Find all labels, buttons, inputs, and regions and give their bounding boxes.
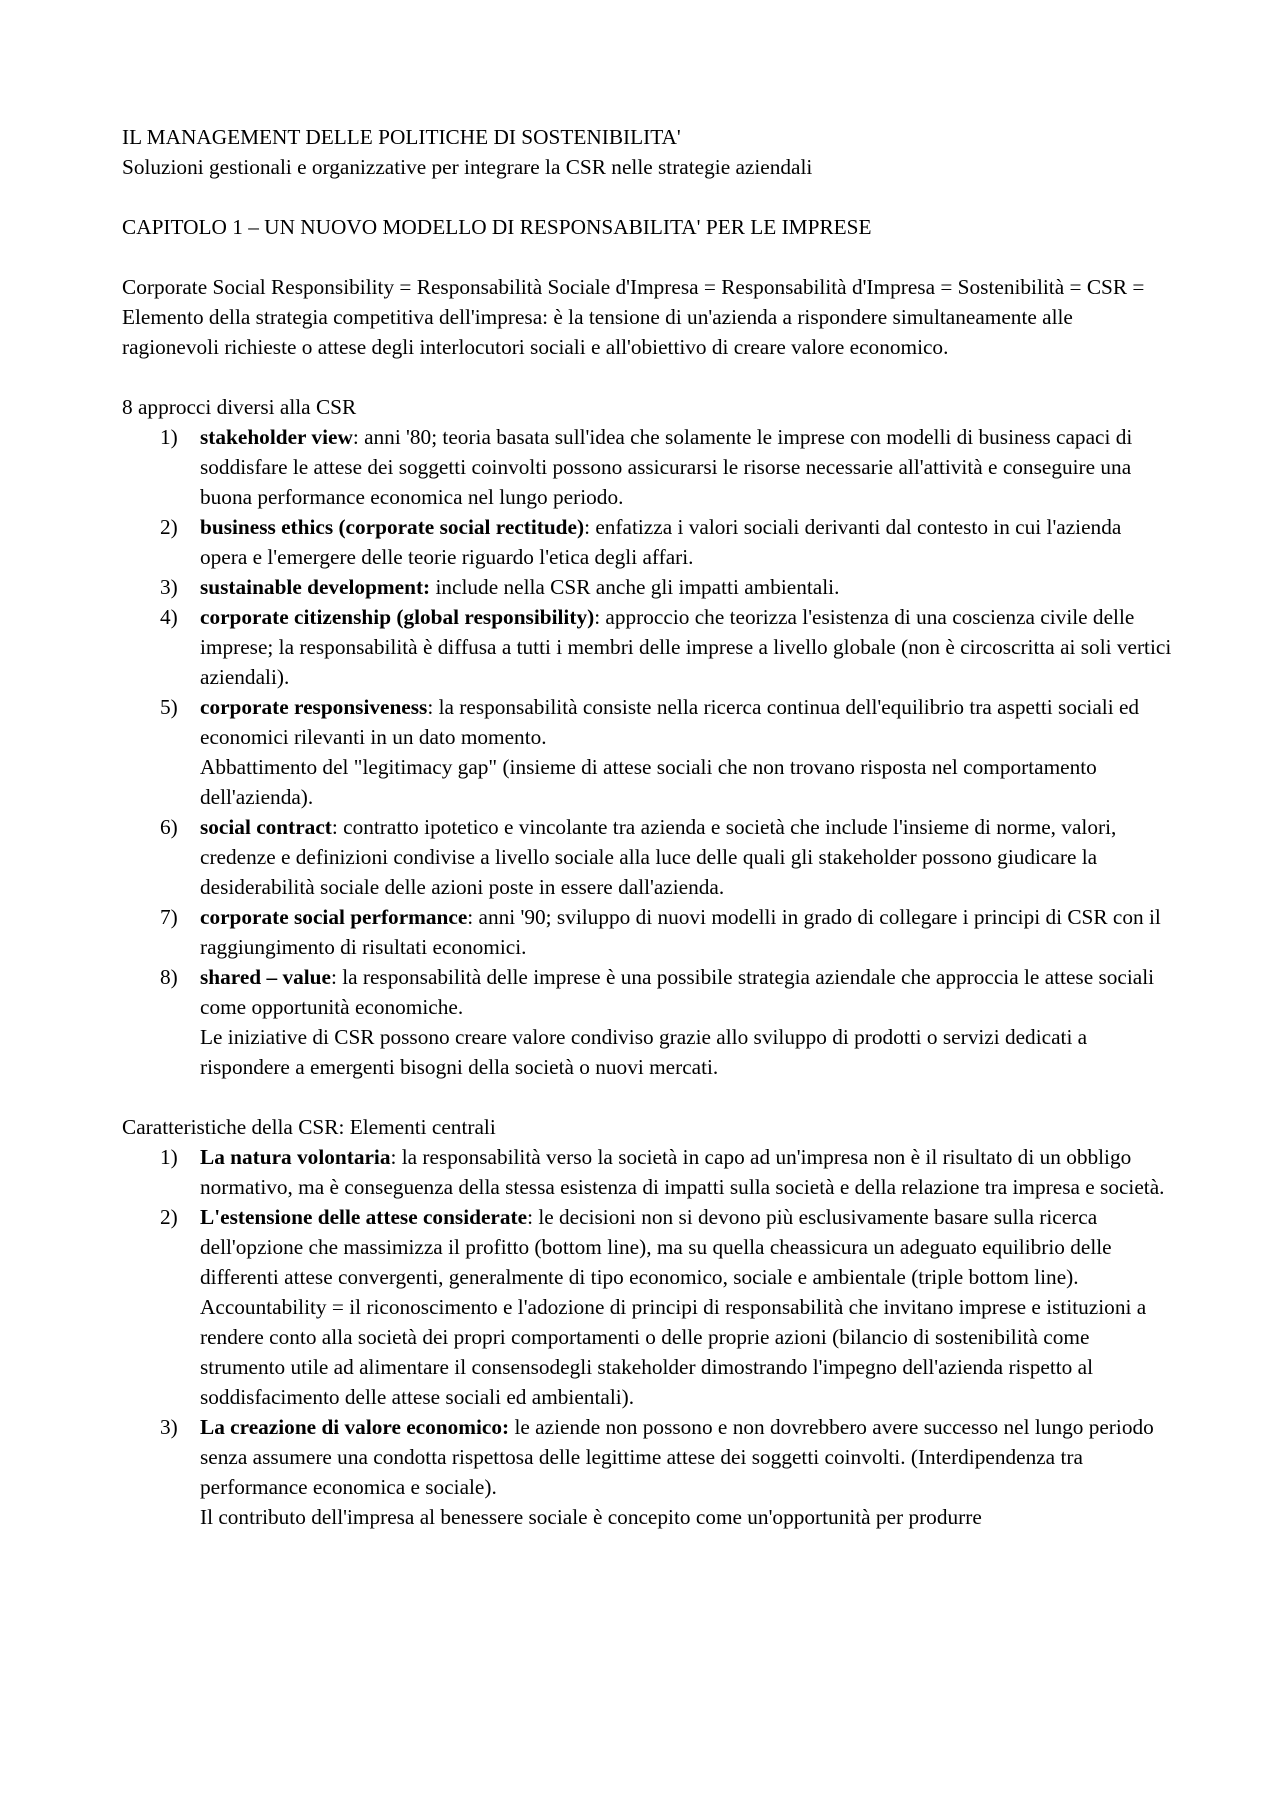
item-term: stakeholder view	[200, 425, 353, 449]
list-item	[122, 512, 1172, 572]
item-number: 7)	[160, 905, 178, 929]
item-term: corporate responsiveness	[200, 695, 428, 719]
list-item	[122, 572, 1172, 602]
item-note: Accountability = il riconoscimento e l'adozione di principi di responsabilità che invitano imprese e istituzioni a rendere conto alla società dei propri comportamenti o delle proprie azioni (bilancio di sostenibilità come strumento utile ad alimentare il consensodegli stakeholder dimostrando l'impegno dell'azienda rispetto al soddisfacimento delle attese sociali ed ambientali).	[200, 1295, 1147, 1409]
approaches-list	[122, 422, 1172, 1082]
item-text: : anni '90; sviluppo di nuovi modelli in grado di collegare i principi di CSR con il raggiungimento di risultati economici.	[200, 905, 1161, 959]
item-number: 6)	[160, 815, 178, 839]
item-term: La creazione di valore economico:	[200, 1415, 510, 1439]
document-subtitle: Soluzioni gestionali e organizzative per integrare la CSR nelle strategie aziendali	[122, 155, 813, 179]
csr-definition: Corporate Social Responsibility = Responsabilità Sociale d'Impresa = Responsabilità d'Impresa = Sostenibilità = CSR = Elemento della strategia competitiva dell'impresa: è la tensione di un'azienda a rispondere simultaneamente alle ragionevoli richieste o attese degli interlocutori sociali e all'obiettivo di creare valore economico.	[122, 275, 1145, 359]
chapter-heading: CAPITOLO 1 – UN NUOVO MODELLO DI RESPONSABILITA' PER LE IMPRESE	[122, 215, 872, 239]
item-term: L'estensione delle attese considerate	[200, 1205, 528, 1229]
item-text: : approccio che teorizza l'esistenza di una coscienza civile delle imprese; la responsabilità è diffusa a tutti i membri delle imprese a livello globale (non è circoscritta ai soli vertici aziendali).	[200, 605, 1172, 689]
item-text: : la responsabilità consiste nella ricerca continua dell'equilibrio tra aspetti sociali ed economici rilevanti in un dato momento.	[200, 695, 1140, 749]
item-text: : contratto ipotetico e vincolante tra azienda e società che include l'insieme di norme, valori, credenze e definizioni condivise a livello sociale alla luce delle quali gli stakeholder possono giudicare la desiderabilità sociale delle azioni poste in essere dall'azienda.	[200, 815, 1117, 899]
item-number: 8)	[160, 965, 178, 989]
item-note: Le iniziative di CSR possono creare valore condiviso grazie allo sviluppo di prodotti o servizi dedicati a rispondere a emergenti bisogni della società o nuovi mercati.	[200, 1025, 1088, 1079]
item-number: 3)	[160, 1415, 178, 1439]
item-term: social contract	[200, 815, 332, 839]
item-term: La natura volontaria	[200, 1145, 391, 1169]
spacer	[122, 242, 1172, 272]
list-item	[122, 812, 1172, 902]
item-text: : la responsabilità delle imprese è una possibile strategia aziendale che approccia le attese sociali come opportunità economiche.	[200, 965, 1155, 1019]
list-item	[122, 1412, 1172, 1532]
document-page	[122, 122, 1172, 1532]
features-heading: Caratteristiche della CSR: Elementi centrali	[122, 1115, 496, 1139]
item-note: Il contributo dell'impresa al benessere sociale è concepito come un'opportunità per produrre	[200, 1505, 982, 1529]
list-item	[122, 1142, 1172, 1202]
item-term: business ethics (corporate social rectitude)	[200, 515, 585, 539]
features-list	[122, 1142, 1172, 1532]
item-number: 5)	[160, 695, 178, 719]
list-item	[122, 602, 1172, 692]
spacer	[122, 362, 1172, 392]
item-number: 3)	[160, 575, 178, 599]
item-term: shared – value	[200, 965, 331, 989]
item-text: : enfatizza i valori sociali derivanti dal contesto in cui l'azienda opera e l'emergere delle teorie riguardo l'etica degli affari.	[200, 515, 1122, 569]
item-term: corporate citizenship (global responsibility)	[200, 605, 595, 629]
list-item	[122, 422, 1172, 512]
item-text: : anni '80; teoria basata sull'idea che solamente le imprese con modelli di business capaci di soddisfare le attese dei soggetti coinvolti possono assicurarsi le risorse necessarie all'attività e conseguire una buona performance economica nel lungo periodo.	[200, 425, 1133, 509]
spacer	[122, 1082, 1172, 1112]
list-item	[122, 692, 1172, 812]
item-note: Abbattimento del "legitimacy gap" (insieme di attese sociali che non trovano risposta nel comportamento dell'azienda).	[200, 755, 1097, 809]
item-term: corporate social performance	[200, 905, 468, 929]
spacer	[122, 182, 1172, 212]
item-number: 2)	[160, 1205, 178, 1229]
item-number: 4)	[160, 605, 178, 629]
list-item	[122, 962, 1172, 1082]
item-text: : la responsabilità verso la società in capo ad un'impresa non è il risultato di un obbligo normativo, ma è conseguenza della stessa esistenza di impatti sulla società e della relazione tra impresa e società.	[200, 1145, 1165, 1199]
approaches-heading: 8 approcci diversi alla CSR	[122, 395, 357, 419]
item-term: sustainable development:	[200, 575, 431, 599]
list-item	[122, 902, 1172, 962]
item-number: 1)	[160, 1145, 178, 1169]
item-number: 1)	[160, 425, 178, 449]
item-text: : le decisioni non si devono più esclusivamente basare sulla ricerca dell'opzione che massimizza il profitto (bottom line), ma su quella cheassicura un adeguato equilibrio delle differenti attese convergenti, generalmente di tipo economico, sociale e ambientale (triple bottom line).	[200, 1205, 1112, 1289]
item-number: 2)	[160, 515, 178, 539]
document-title: IL MANAGEMENT DELLE POLITICHE DI SOSTENIBILITA'	[122, 125, 681, 149]
item-text: le aziende non possono e non dovrebbero avere successo nel lungo periodo senza assumere una condotta rispettosa delle legittime attese dei soggetti coinvolti. (Interdipendenza tra performance economica e sociale).	[200, 1415, 1154, 1499]
list-item	[122, 1202, 1172, 1412]
item-text: include nella CSR anche gli impatti ambientali.	[430, 575, 840, 599]
